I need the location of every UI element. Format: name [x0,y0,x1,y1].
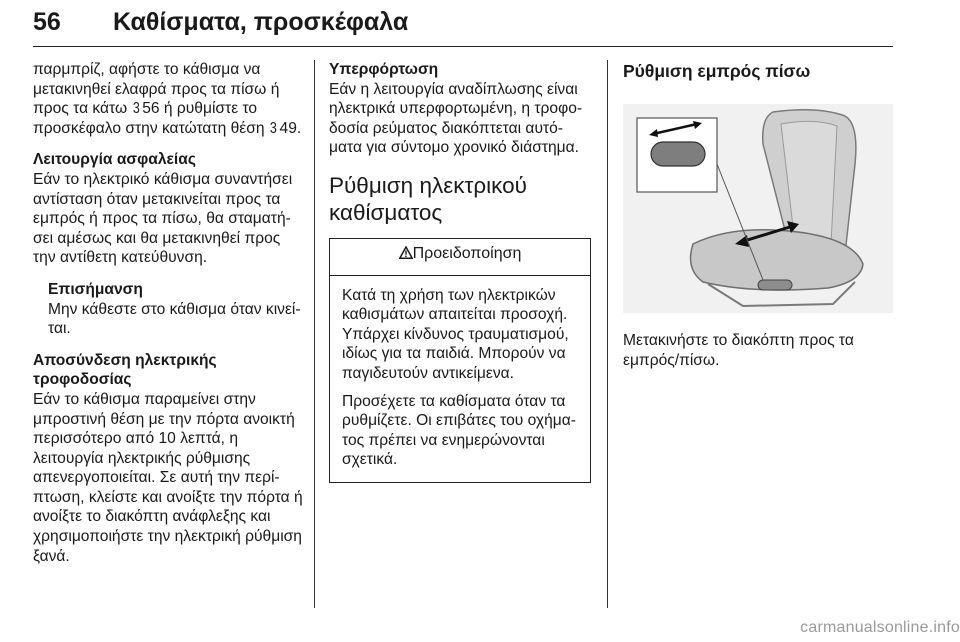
column-2 [329,60,591,483]
adjust-heading: Ρύθμιση εμπρός πίσω [623,61,811,81]
overload-text: Εάν η λειτουργία αναδίπλωσης είναι ηλεκτρικά υπερφορτωμένη, η τροφο-δοσία ρεύματος διακόπτεται αυτό-ματα για σύντομο χρονικό διάστημα. [329,80,583,157]
disconnect-text: Εάν το κάθισμα παραμείνει στην μπροστινή θέση με την πόρτα ανοικτή περισσότερο από 10 λεπτά, η λειτουργία ηλεκτρικής ρύθμισης απενεργοποιείται. Σε αυτή την περί-πτωση, κλείστε και ανοίξτε την πόρτα ή ανοίξτε το διακόπτη ανάφλεξης και χρησιμοποιήστε την ηλεκτρική ρύθμιση ξανά. [33,390,303,565]
adjust-caption: Μετακινήστε το διακόπτη προς τα εμπρός/πίσω. [623,332,854,369]
warning-paragraph-2: Προσέχετε τα καθίσματα όταν τα ρυθμίζετε. Οι επιβάτες του οχήμα-τος πρέπει να ενημερώνονται σχετικά. [342,392,576,469]
page-title: Καθίσματα, προσκέφαλα [113,8,409,36]
page-number: 56 [33,8,61,36]
page-ref-arrow-icon: 3 [132,100,140,118]
note-block [33,280,303,339]
warning-title: Προειδοποίηση [412,244,522,262]
note-heading: Επισήμανση [48,280,143,298]
column-3 [623,60,893,370]
column-divider [314,60,315,608]
intro-text: παρμπρίζ, αφήστε το κάθισμα να μετακινηθεί ελαφρά προς τα πίσω ή προς τα κάτω [33,61,280,118]
warning-box [329,238,591,483]
section-heading: Ρύθμιση ηλεκτρικού καθίσματος [329,172,527,225]
warning-body [330,276,590,482]
column-1 [33,60,303,566]
disconnect-heading: Αποσύνδεση ηλεκτρικής τροφοδοσίας [33,351,217,389]
seat-illustration [623,104,893,313]
page-ref-text-2[interactable]: 49. [279,119,302,137]
safety-text: Εάν το ηλεκτρικό κάθισμα συναντήσει αντίσταση όταν μετακινείται προς τα εμπρός ή προς τα πίσω, θα σταματή-σει αμέσως και θα μετακινηθεί προς την αντίθετη κατεύθυνση. [33,170,293,267]
page-header [33,2,893,47]
safety-heading: Λειτουργία ασφαλείας [33,151,196,169]
page-ref-text[interactable]: 56 ή ρυθμίστε το προσκέφαλο στην κατώτατη θέση [33,100,265,137]
page-ref-arrow-icon: 3 [269,119,277,137]
warning-paragraph-1: Κατά τη χρήση των ηλεκτρικών καθισμάτων απαιτείται προσοχή. Υπάρχει κίνδυνος τραυματισμού, ιδίως για τα παιδιά. Μπορούν να παγιδευτούν αντικείμενα. [342,286,569,382]
overload-heading: Υπερφόρτωση [329,61,439,78]
watermark: carmanualsonline.info [800,619,960,636]
note-text: Μην κάθεστε στο κάθισμα όταν κινεί-ται. [48,300,301,338]
intro-paragraph [33,60,303,138]
warning-header [330,239,590,276]
column-divider-2 [607,60,608,608]
